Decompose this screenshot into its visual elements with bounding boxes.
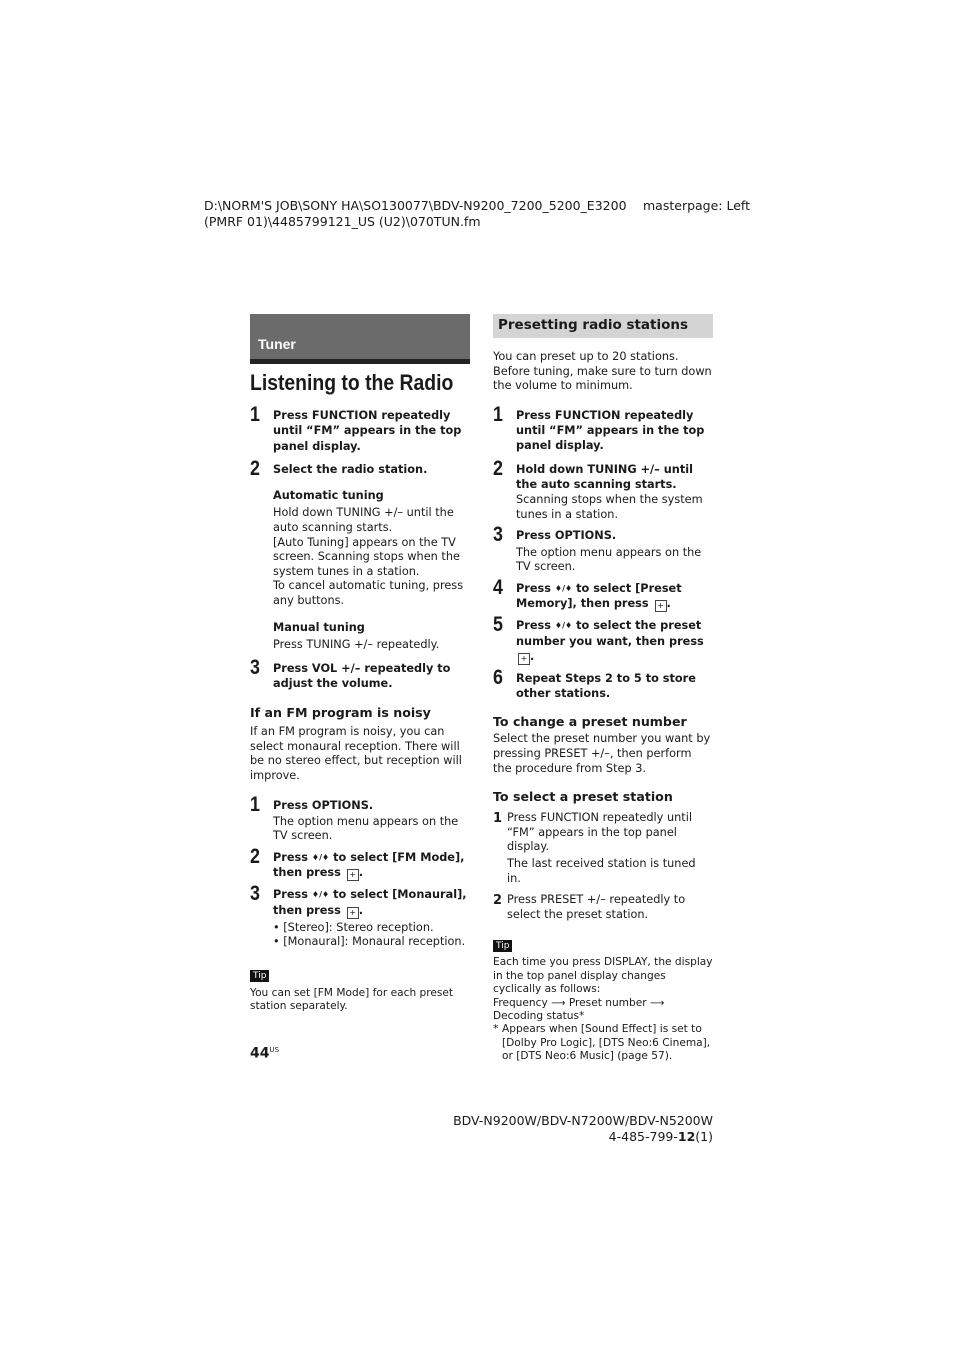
preset-step-2	[493, 456, 713, 523]
step-text-pre: Press	[273, 850, 312, 864]
page-number-value: 44	[250, 1045, 270, 1062]
step-number: 1	[493, 402, 503, 426]
step-number: 2	[250, 456, 260, 480]
step-number: 3	[493, 523, 503, 547]
footnote-text: Appears when [Sound Effect] is set to [Dolby Pro Logic], [DTS Neo:6 Cinema], or [DTS Neo:6 Music] (page 57).	[502, 1023, 711, 1063]
enter-button-icon: +	[655, 600, 667, 612]
footer	[453, 1113, 713, 1145]
step-text-post: .	[530, 649, 535, 663]
step-text: Select the radio station.	[273, 462, 428, 476]
step-text: Press FUNCTION repeatedly until “FM” appears in the top panel display.	[516, 408, 705, 453]
preset-step-3	[493, 523, 713, 574]
step-text: Press FUNCTION repeatedly until “FM” appears in the top panel display.	[273, 409, 462, 453]
tip-text: Each time you press DISPLAY, the display in the top panel display changes cyclically as follows:	[493, 956, 713, 996]
right-column	[493, 314, 713, 1064]
step-number: 1	[250, 403, 260, 426]
noisy-step-3	[250, 882, 470, 949]
presetting-heading-bar	[493, 314, 713, 338]
step-text	[516, 618, 713, 665]
select-step-2	[493, 893, 713, 922]
step-text-pre: Press	[273, 888, 312, 902]
page-title: Listening to the Radio	[250, 370, 454, 395]
bullet-stereo: • [Stereo]: Stereo reception.	[273, 920, 434, 934]
footnote-mark: *	[493, 1023, 499, 1036]
step-sub: The last received station is tuned in.	[507, 856, 696, 885]
step-text-mid: to select [Monaural], then press	[273, 888, 467, 917]
enter-button-icon: +	[347, 869, 359, 881]
footer-models: BDV-N9200W/BDV-N7200W/BDV-N5200W	[453, 1113, 713, 1128]
preset-step-6	[493, 665, 713, 702]
noisy-step-2	[250, 844, 470, 881]
step-text	[273, 850, 470, 881]
step-1	[250, 403, 470, 454]
up-down-arrow-icon: ♦/♦	[311, 852, 330, 862]
footer-code-bold: 12	[677, 1129, 696, 1144]
flow-frequency: Frequency	[493, 996, 548, 1009]
footer-code	[453, 1129, 713, 1145]
step-sub: Scanning stops when the system tunes in a station.	[516, 493, 703, 521]
tip-text: You can set [FM Mode] for each preset station separately.	[250, 986, 454, 1013]
tip-badge: Tip	[493, 940, 512, 952]
step-number: 5	[493, 613, 503, 637]
step-2	[250, 456, 470, 653]
step-text: Press OPTIONS.	[273, 798, 374, 812]
noisy-heading: If an FM program is noisy	[250, 705, 431, 721]
step-number: 3	[250, 655, 260, 679]
footer-code-pre: 4-485-799-	[608, 1129, 678, 1144]
step-number: 3	[250, 882, 260, 906]
step-number: 2	[250, 844, 260, 868]
noisy-step-1	[250, 792, 470, 844]
tip-badge-wrap	[493, 933, 713, 952]
step-text-post: .	[358, 903, 364, 917]
step-text-mid: to select [FM Mode], then press	[273, 850, 465, 880]
manual-tuning-heading: Manual tuning	[273, 620, 365, 634]
step-text: Hold down TUNING +/– until the auto scanning starts.	[516, 462, 693, 491]
preset-step-1	[493, 402, 713, 454]
up-down-arrow-icon: ♦/♦	[311, 890, 330, 900]
step-number: 6	[493, 665, 503, 689]
step-sub: The option menu appears on the TV screen.	[516, 545, 702, 574]
presetting-heading: Presetting radio stations	[498, 317, 689, 333]
section-tab	[250, 314, 470, 364]
step-text: Press OPTIONS.	[516, 529, 617, 543]
noisy-body: If an FM program is noisy, you can select monaural reception. There will be no stereo effect, but reception will improve.	[250, 725, 462, 782]
footnote	[493, 1023, 713, 1063]
arrow-right-icon: ⟶	[649, 997, 665, 1009]
step-number: 2	[493, 456, 503, 480]
step-text-post: .	[666, 597, 671, 611]
manual-tuning-body: Press TUNING +/– repeatedly.	[273, 637, 440, 651]
section-tab-label: Tuner	[258, 336, 296, 352]
step-text-pre: Press	[516, 581, 555, 595]
change-preset-body: Select the preset number you want by pressing PRESET +/–, then perform the procedure from Step 3.	[493, 732, 711, 775]
presetting-intro: You can preset up to 20 stations. Before tuning, make sure to turn down the volume to minimum.	[493, 350, 712, 393]
step-text	[273, 887, 470, 918]
step-number: 1	[250, 792, 260, 816]
select-preset-heading: To select a preset station	[493, 789, 673, 805]
bullet-monaural: • [Monaural]: Monaural reception.	[273, 935, 466, 949]
auto-tuning-heading: Automatic tuning	[273, 489, 384, 503]
step-number: 1	[493, 811, 503, 827]
step-text-post: .	[358, 866, 364, 880]
up-down-arrow-icon: ♦/♦	[554, 583, 573, 593]
enter-button-icon: +	[518, 653, 530, 665]
step-text-mid: to select the preset number you want, then press	[516, 619, 704, 648]
step-number: 4	[493, 575, 503, 599]
select-step-1	[493, 811, 713, 886]
preset-step-5	[493, 613, 713, 665]
tip-flow	[493, 997, 713, 1024]
step-text: Press FUNCTION repeatedly until “FM” appears in the top panel display.	[507, 811, 692, 854]
file-path-line1: D:\NORM'S JOB\SONY HA\SO130077\BDV-N9200_7200_5200_E3200	[204, 198, 627, 213]
left-column	[250, 314, 470, 1014]
tip-badge-wrap	[250, 963, 470, 982]
step-text	[516, 581, 713, 612]
step-text: Press PRESET +/– repeatedly to select the preset station.	[507, 893, 686, 921]
step-number: 2	[493, 893, 503, 909]
page-number	[250, 1041, 279, 1063]
step-text: Press VOL +/– repeatedly to adjust the volume.	[273, 661, 451, 690]
flow-decoding-status: Decoding status*	[493, 1009, 585, 1022]
arrow-right-icon: ⟶	[551, 997, 566, 1009]
tip-badge: Tip	[250, 970, 269, 982]
file-path-line2: (PMRF 01)\4485799121_US (U2)\070TUN.fm	[204, 214, 481, 229]
flow-preset-number: Preset number	[568, 996, 647, 1009]
step-text: Repeat Steps 2 to 5 to store other stations.	[516, 671, 696, 701]
step-text-mid: to select [Preset Memory], then press	[516, 581, 682, 611]
step-sub: The option menu appears on the TV screen.	[273, 814, 459, 843]
preset-step-4	[493, 575, 713, 612]
step-text-pre: Press	[516, 619, 555, 633]
auto-tuning-body: Hold down TUNING +/– until the auto scanning starts. [Auto Tuning] appears on the TV screen. Scanning stops when the system tunes in a station. To cancel automatic tuning, press any buttons.	[273, 506, 464, 608]
masterpage-label: masterpage: Left	[643, 198, 751, 213]
enter-button-icon: +	[347, 907, 359, 919]
footer-code-post: (1)	[695, 1129, 713, 1144]
file-path	[204, 198, 627, 230]
step-3	[250, 655, 470, 692]
change-preset-heading: To change a preset number	[493, 714, 687, 730]
up-down-arrow-icon: ♦/♦	[554, 621, 573, 631]
page-number-suffix: US	[269, 1046, 280, 1054]
